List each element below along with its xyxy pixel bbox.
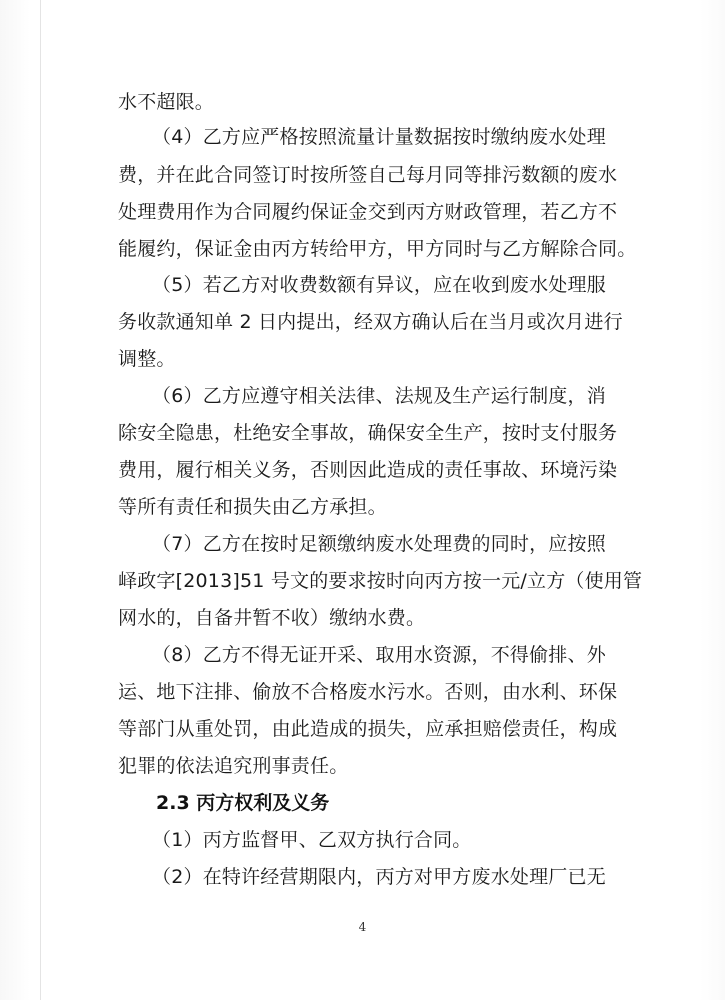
text-line: 能履约，保证金由丙方转给甲方，甲方同时与乙方解除合同。 [118,238,637,260]
text-line: 运、地下注排、偷放不合格废水污水。否则，由水利、环保 [118,681,618,703]
section-heading: 2.3 丙方权利及义务 [156,792,330,814]
text-line: 犯罪的依法追究刑事责任。 [118,755,349,777]
text-line: 水不超限。 [118,91,215,113]
text-line: 调整。 [118,348,176,370]
text-line: 务收款通知单 2 日内提出，经双方确认后在当月或次月进行 [118,311,623,333]
clause-5-line: （5）若乙方对收费数额有异议，应在收到废水处理服 [152,274,606,296]
page-number: 4 [358,920,367,934]
text-line: 费用，履行相关义务，否则因此造成的责任事故、环境污染 [118,459,618,481]
clause-c1-line: （1）丙方监督甲、乙双方执行合同。 [152,829,472,851]
clause-6-line: （6）乙方应遵守相关法律、法规及生产运行制度，消 [152,385,606,407]
text-line: 处理费用作为合同履约保证金交到丙方财政管理，若乙方不 [118,201,618,223]
text-line: 等所有责任和损失由乙方承担。 [118,496,387,518]
clause-4-line: （4）乙方应严格按照流量计量数据按时缴纳废水处理 [152,126,606,148]
text-line: 网水的，自备井暂不收）缴纳水费。 [118,607,426,629]
clause-8-line: （8）乙方不得无证开采、取用水资源，不得偷排、外 [152,644,606,666]
text-line: 除安全隐患，杜绝安全事故，确保安全生产，按时支付服务 [118,422,618,444]
text-line: 峄政字[2013]51 号文的要求按时向丙方按一元/立方（使用管 [118,570,643,592]
text-line: 等部门从重处罚，由此造成的损失，应承担赔偿责任，构成 [118,718,618,740]
clause-7-line: （7）乙方在按时足额缴纳废水处理费的同时，应按照 [152,533,606,555]
text-line: 费，并在此合同签订时按所签自己每月同等排污数额的废水 [118,164,618,186]
page-edge-shadow [40,0,41,1000]
clause-c2-line: （2）在特许经营期限内，丙方对甲方废水处理厂已无 [152,866,606,888]
